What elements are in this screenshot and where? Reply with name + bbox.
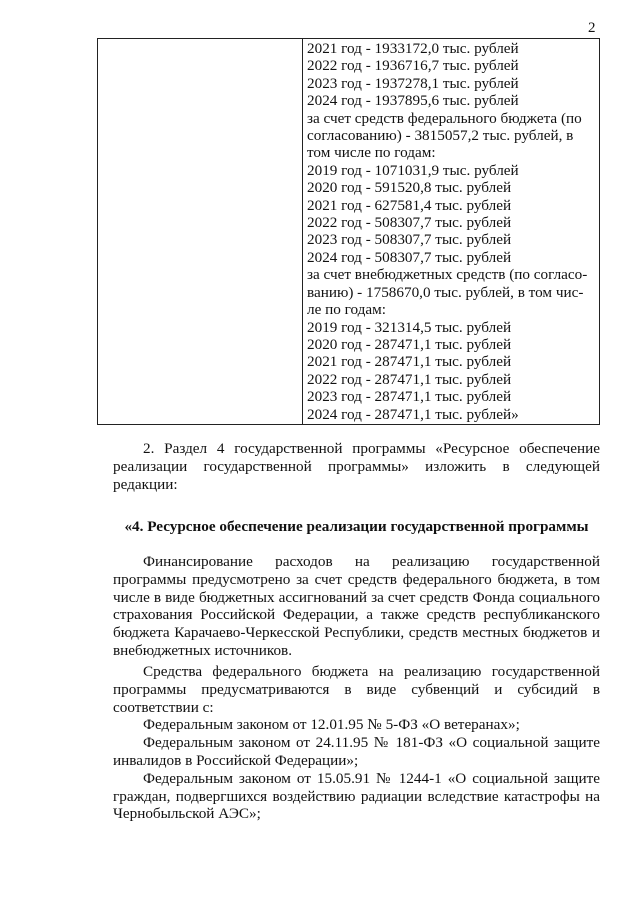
table-line: 2019 год - 1071031,9 тыс. рублей xyxy=(307,161,519,179)
paragraph-text: Финансирование расходов на реализацию государственной программы предусмотрено за счет средств федерального бюджета, в том числе в виде бюджетных ассигнований за счет средств Фонда социального страхования Российской Федерации, а также средств республиканского бюджета Карачаево-Черкесской Республики, средств местных бюджетов и внебюджетных источников. xyxy=(113,553,600,659)
table-line: 2021 год - 1933172,0 тыс. рублей xyxy=(307,40,519,57)
table-line: за счет средств федерального бюджета (по xyxy=(307,109,582,127)
paragraph-federal-funds xyxy=(113,663,600,823)
table-line: 2024 год - 287471,1 тыс. рублей» xyxy=(307,405,519,423)
table-line: 2022 год - 287471,1 тыс. рублей xyxy=(307,370,512,388)
funding-cell xyxy=(307,39,591,423)
table-column-divider xyxy=(302,39,303,424)
paragraph-financing xyxy=(113,553,600,660)
table-line: 2024 год - 1937895,6 тыс. рублей xyxy=(307,92,519,110)
table-line: ванию) - 1758670,0 тыс. рублей, в том чис- xyxy=(307,283,584,301)
paragraph-amendment xyxy=(113,440,600,493)
table-line: ле по годам: xyxy=(307,301,386,319)
table-line: том числе по годам: xyxy=(307,144,436,162)
table-line: 2022 год - 1936716,7 тыс. рублей xyxy=(307,57,519,75)
law-item: Федеральным законом от 24.11.95 № 181-ФЗ «О социальной защите инвалидов в Российской Федерации»; xyxy=(113,734,600,769)
table-line: 2023 год - 1937278,1 тыс. рублей xyxy=(307,74,519,92)
table-line: 2021 год - 287471,1 тыс. рублей xyxy=(307,353,512,371)
table-line: 2019 год - 321314,5 тыс. рублей xyxy=(307,318,512,336)
table-line: 2024 год - 508307,7 тыс. рублей xyxy=(307,248,512,266)
funding-table xyxy=(97,38,600,425)
law-item: Федеральным законом от 15.05.91 № 1244-1 «О социальной защите граждан, подвергшихся воздействию радиации вследствие катастрофы на Чернобыльской АЭС»; xyxy=(113,769,600,823)
table-line: 2023 год - 287471,1 тыс. рублей xyxy=(307,388,512,406)
paragraph-text: Средства федерального бюджета на реализацию государственной программы предусматриваются в виде субвенций и субсидий в соответствии с: xyxy=(113,663,600,716)
paragraph-text: 2. Раздел 4 государственной программы «Ресурсное обеспечение реализации государственной программы» изложить в следующей редакции: xyxy=(113,440,600,493)
table-line: 2023 год - 508307,7 тыс. рублей xyxy=(307,231,512,249)
section-heading: «4. Ресурсное обеспечение реализации государственной программы xyxy=(124,518,589,535)
table-line: 2021 год - 627581,4 тыс. рублей xyxy=(307,196,512,214)
table-line: согласованию) - 3815057,2 тыс. рублей, в xyxy=(307,127,574,145)
page-number: 2 xyxy=(588,20,596,36)
law-item: Федеральным законом от 12.01.95 № 5-ФЗ «О ветеранах»; xyxy=(143,716,520,734)
table-line: 2020 год - 591520,8 тыс. рублей xyxy=(307,179,512,197)
table-line: 2022 год - 508307,7 тыс. рублей xyxy=(307,214,512,232)
table-line: 2020 год - 287471,1 тыс. рублей xyxy=(307,335,512,353)
table-line: за счет внебюджетных средств (по согласо- xyxy=(307,266,588,284)
